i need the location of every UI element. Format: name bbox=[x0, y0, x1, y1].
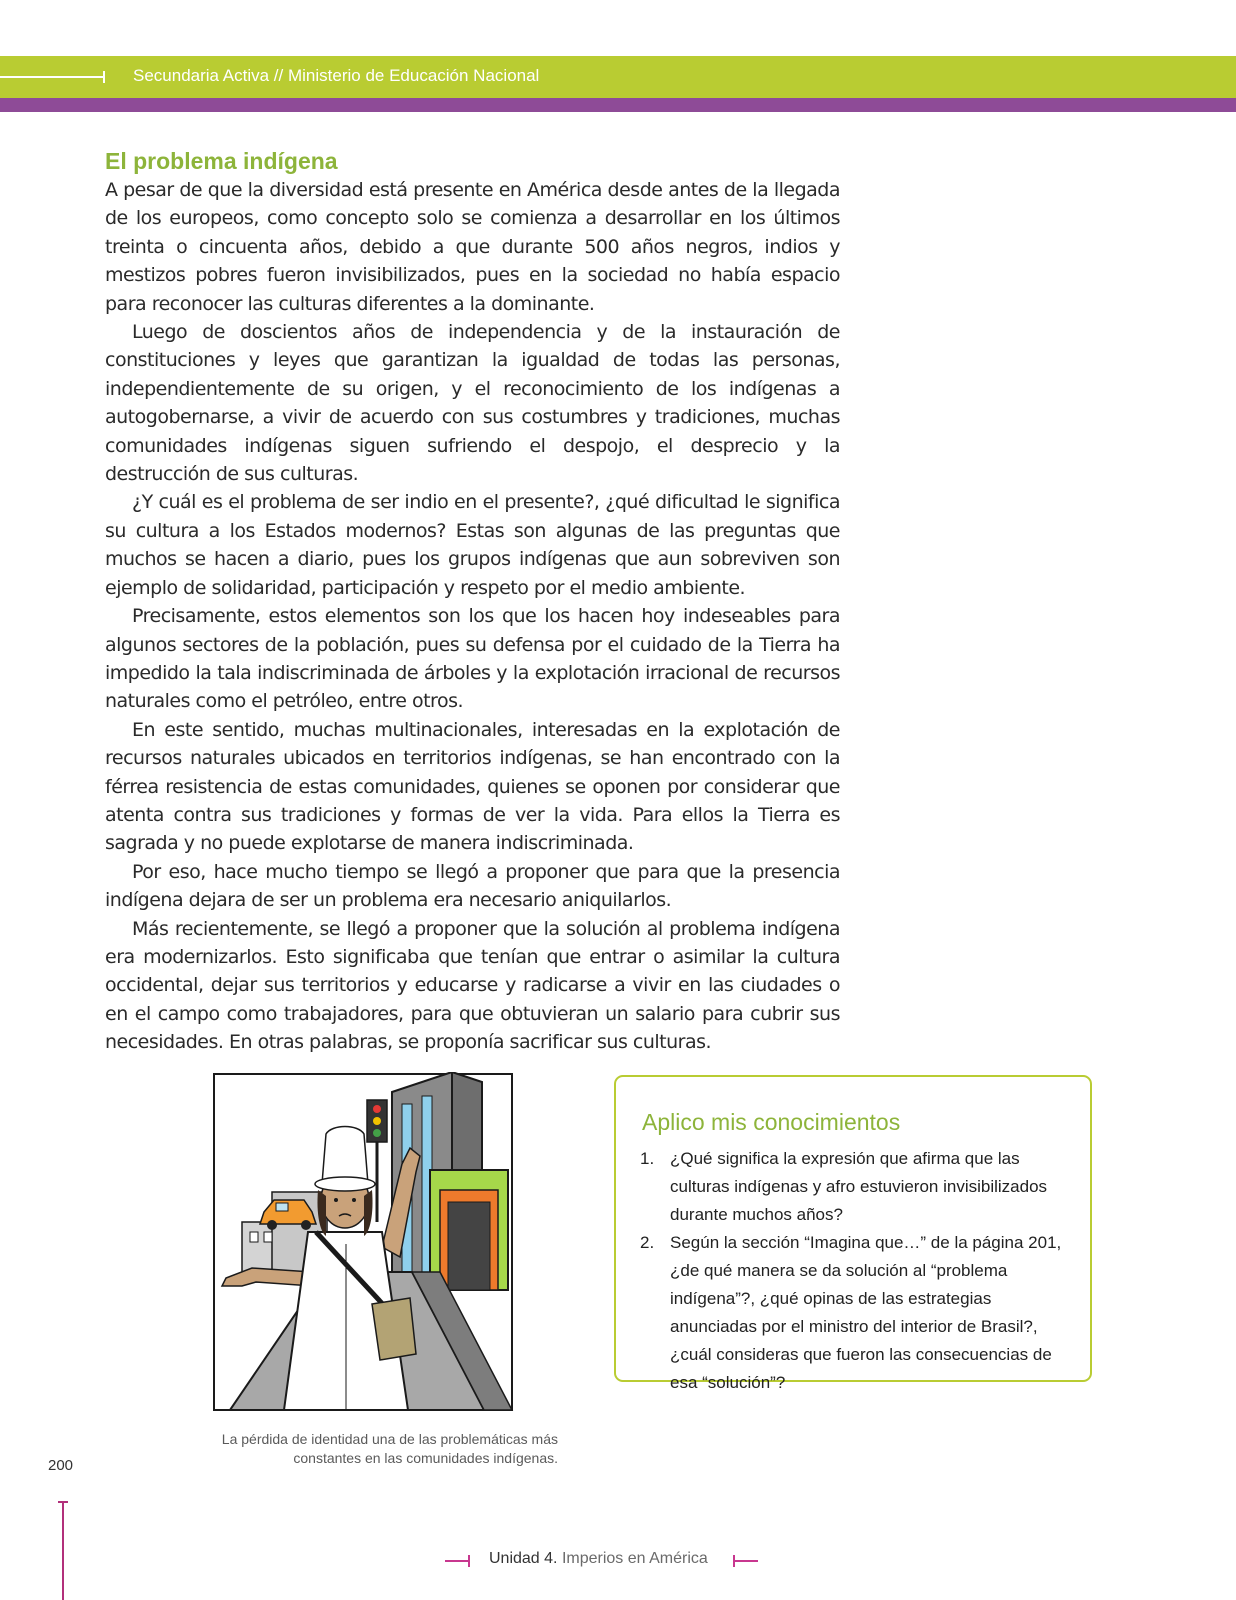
paragraph: A pesar de que la diversidad está presente en América desde antes de la llegada de los europeos, como concepto solo se comienza a desarrollar en los últimos treinta o cincuenta años, debido a que durante 500 años negros, indios y mestizos pobres fueron invisibilizados, pues en la sociedad no había espacio para reconocer las culturas diferentes a la dominante. bbox=[105, 179, 840, 315]
activity-title: Aplico mis conocimientos bbox=[642, 1109, 901, 1135]
activity-box bbox=[614, 1075, 1092, 1392]
footer-unit: Unidad 4. bbox=[489, 1550, 558, 1567]
body-text bbox=[105, 176, 840, 1057]
footer-text bbox=[489, 1550, 708, 1568]
page-rule bbox=[62, 1502, 64, 1600]
activity-item-text: ¿Qué significa la expresión que afirma que las culturas indígenas y afro estuvieron invisibilizados durante muchos años? bbox=[670, 1149, 1048, 1224]
paragraph: ¿Y cuál es el problema de ser indio en el presente?, ¿qué dificultad le significa su cultura a los Estados modernos? Estas son algunas de las preguntas que muchos se hacen a diario, pues los grupos indígenas que aun sobreviven son ejemplo de solidaridad, participación y respeto por el medio ambiente. bbox=[105, 491, 840, 599]
header-stripe bbox=[0, 98, 1236, 112]
footer-rule-right bbox=[734, 1560, 758, 1562]
footer-unit-name: Imperios en América bbox=[561, 1550, 708, 1567]
indigenous-person-city-illustration bbox=[212, 1072, 514, 1412]
header-rule-tick bbox=[103, 71, 105, 83]
header-text: Secundaria Activa // Ministerio de Educación Nacional bbox=[133, 66, 540, 85]
page-number: 200 bbox=[48, 1457, 74, 1474]
activity-item-text: Según la sección “Imagina que…” de la página 201, ¿de qué manera se da solución al “problema indígena”?, ¿qué opinas de las estrategias anunciadas por el ministro del interior de Brasil?, ¿cuál consideras que fueron las consecuencias de esa “solución”? bbox=[670, 1233, 1062, 1392]
paragraph: Por eso, hace mucho tiempo se llegó a proponer que para que la presencia indígena dejara de ser un problema era necesario aniquilarlos. bbox=[105, 860, 840, 912]
paragraph: En este sentido, muchas multinacionales, interesadas en la explotación de recursos naturales ubicados en territorios indígenas, se han encontrado con la férrea resistencia de estas comunidades, quienes se oponen por considerar que atenta contra sus tradiciones y formas de ver la vida. Para ellos la Tierra es sagrada y no puede explotarse de manera indiscriminada. bbox=[105, 718, 840, 855]
footer bbox=[445, 1548, 791, 1574]
activity-item-number: 2. bbox=[640, 1233, 655, 1252]
figure-caption: La pérdida de identidad una de las problemáticas más constantes en las comunidades indígenas. bbox=[221, 1431, 558, 1466]
footer-tick-left bbox=[468, 1555, 470, 1567]
paragraph: Luego de doscientos años de independencia y de la instauración de constituciones y leyes que garantizan la igualdad de todas las personas, independientemente de su origen, y el reconocimiento de los indígenas a autogobernarse, a vivir de acuerdo con sus costumbres y tradiciones, muchas comunidades indígenas siguen sufriendo el despojo, el desprecio y la destrucción de sus culturas. bbox=[105, 321, 840, 486]
activity-item bbox=[640, 1145, 1076, 1229]
section-title: El problema indígena bbox=[105, 148, 338, 174]
activity-item bbox=[640, 1229, 1076, 1397]
activity-item-number: 1. bbox=[640, 1149, 655, 1168]
paragraph: Precisamente, estos elementos son los que los hacen hoy indeseables para algunos sectores de la población, pues su defensa por el cuidado de la Tierra ha impedido la tala indiscriminada de árboles y la explotación irracional de recursos naturales como el petróleo, entre otros. bbox=[105, 605, 840, 713]
footer-rule-left bbox=[445, 1560, 469, 1562]
activity-list bbox=[640, 1145, 1076, 1397]
paragraph: Más recientemente, se llegó a proponer que la solución al problema indígena era modernizarlos. Esto significaba que tenían que entrar o asimilar la cultura occidental, dejar sus territorios y educarse y radicarse a vivir en las ciudades o en el campo como trabajadores, para que obtuvieran un salario para cubrir sus necesidades. En otras palabras, se proponía sacrificar sus culturas. bbox=[105, 917, 840, 1054]
header-rule bbox=[0, 76, 104, 78]
